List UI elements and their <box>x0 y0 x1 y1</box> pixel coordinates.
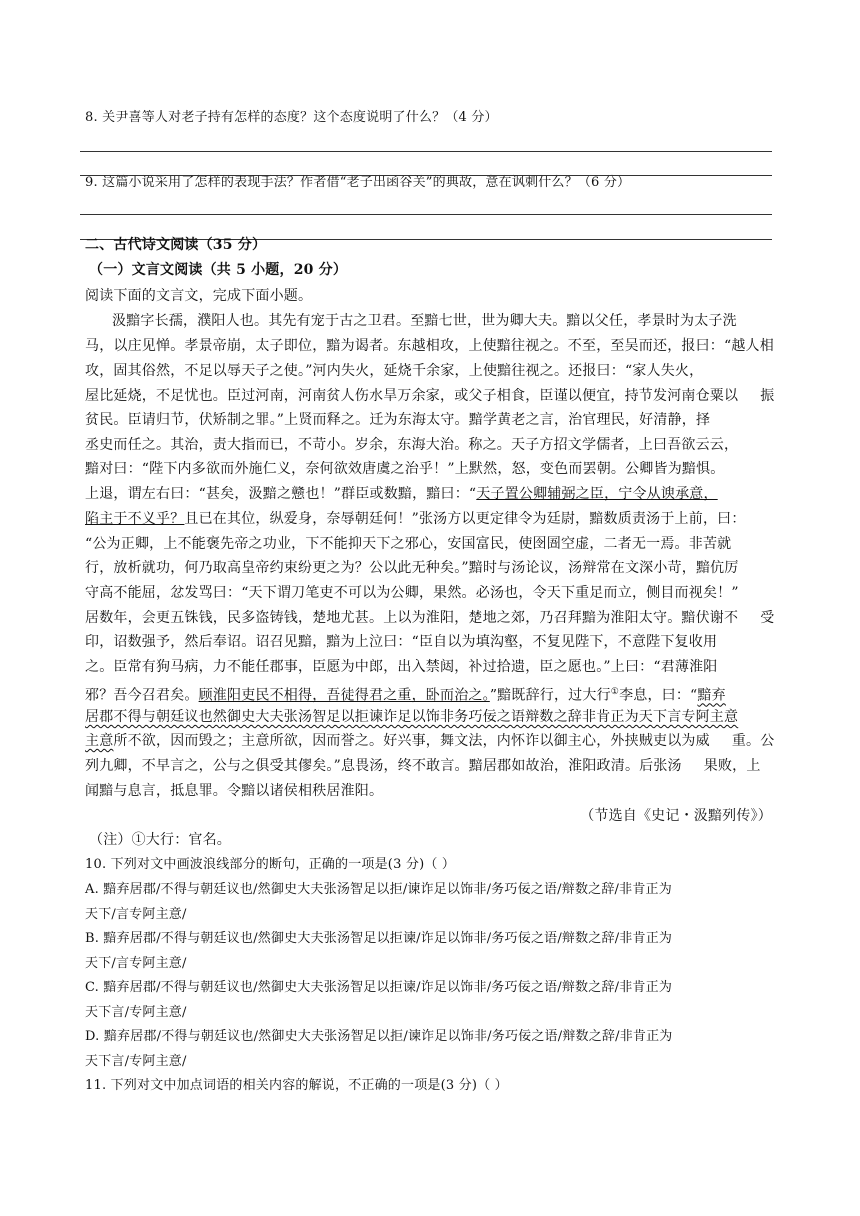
subsection-heading: （一）文言文阅读（共 5 小题，20 分） <box>89 262 348 278</box>
underlined-text: 天子置公卿辅弼之臣，宁令从谀承意， <box>476 486 718 502</box>
option-d[interactable]: D. 黯弃居郡/不得与朝廷议也/然御史大夫张汤智足以拒/谏诈足以饰非/务巧佞之语/辩数之辞/非肯正为 <box>85 1029 673 1044</box>
passage-line: 之。臣常有狗马病，力不能任郡事，臣愿为中郎，出入禁闼，补过拾遗，臣之愿也。”上曰：“君薄淮阳 <box>85 659 718 675</box>
wavy-underlined-line: 居郡不得与朝廷议也然御史大夫张汤智足以拒谏诈足以饰非务巧佞之语辩数之辞非肯正为天下言专阿主意 <box>85 709 739 725</box>
question-8: 8. 关尹喜等人对老子持有怎样的态度？这个态度说明了什么？（4 分） <box>85 110 498 125</box>
option-b[interactable]: B. 黯弃居郡/不得与朝廷议也/然御史大夫张汤智足以拒谏/诈足以饰非/务巧佞之语/辩数之辞/非肯正为 <box>85 931 673 946</box>
passage-line: 印，诏数强予，然后奉诏。诏召见黯，黯为上泣曰：“臣自以为填沟壑，不复见陛下，不意陛下复收用 <box>85 634 718 650</box>
option-c-cont: 天下言/专阿主意/ <box>85 1005 187 1020</box>
wavy-underlined-text: 主意 <box>85 733 114 749</box>
passage-line: 黯对曰：“陛下内多欲而外施仁义，奈何欲效唐虞之治乎！”上默然，怒，变色而罢朝。公卿皆为黯惧。 <box>85 461 725 477</box>
passage-line: 闻黯与息言，抵息罪。令黯以诸侯相秩居淮阳。 <box>85 783 384 799</box>
passage-line: 居数年，会更五铢钱，民多盗铸钱，楚地尤甚。上以为淮阳，楚地之郊，乃召拜黯为淮阳太守。黯伏谢不 受 <box>85 610 775 626</box>
passage-line: 攻，固其俗然，不足以辱天子之使。”河内失火，延烧千余家，上使黯往视之。还报曰：“家人失火， <box>85 363 704 379</box>
answer-line <box>80 214 772 215</box>
question-10: 10. 下列对文中画波浪线部分的断句，正确的一项是(3 分)（ ） <box>85 857 456 872</box>
passage-line: 行，放析就功，何乃取高皇帝约束纷更之为？公以此无种矣。”黯时与汤论议，汤辩常在文深小苛，黯伉厉 <box>85 560 739 576</box>
passage-line: 守高不能屈，忿发骂曰：“天下谓刀笔吏不可以为公卿，果然。必汤也，令天下重足而立，侧目而视矣！” <box>85 585 739 601</box>
option-b-cont: 天下/言专阿主意/ <box>85 956 187 971</box>
source-citation: （节选自《史记・汲黯列传》） <box>580 808 772 824</box>
passage-line: 贫民。臣请归节，伏矫制之罪。”上贤而释之。迁为东海太守。黯学黄老之言，治官理民，好清静，择 <box>85 412 711 428</box>
passage-line: 列九卿，不早言之，公与之俱受其僇矣。”息畏汤，终不敢言。黯居郡如故治，淮阳政清。后张汤 果败，上 <box>85 758 761 774</box>
underlined-text: 陷主于不义乎？ <box>85 511 185 527</box>
passage-line: 马，以庄见惮。孝景帝崩，太子即位，黯为谒者。东越相攻，上使黯往视之。不至，至吴而还，报曰：“越人相 <box>85 338 774 354</box>
option-a-cont: 天下/言专阿主意/ <box>85 907 187 922</box>
question-11: 11. 下列对文中加点词语的相关内容的解说，不正确的一项是(3 分)（ ） <box>85 1078 508 1093</box>
footnote: （注）①大行：官名。 <box>89 832 231 848</box>
section-heading: 二、古代诗文阅读（35 分） <box>85 237 267 253</box>
passage-line: 汲黯字长孺，濮阳人也。其先有宠于古之卫君。至黯七世，世为卿大夫。黯以父任，孝景时为太子洗 <box>112 313 737 329</box>
option-d-cont: 天下言/专阿主意/ <box>85 1054 187 1069</box>
underlined-text: 顾淮阳吏民不相得，吾徒得君之重，卧而治之。 <box>198 687 490 704</box>
option-c[interactable]: C. 黯弃居郡/不得与朝廷议也/然御史大夫张汤智足以拒谏/诈足以饰非/务巧佞之语/辩数之辞/非肯正为 <box>85 980 673 995</box>
passage-line: 主意所不欲，因而毁之；主意所欲，因而誉之。好兴事，舞文法，内怀诈以御主心，外挟贼吏以为威 重。公 <box>85 733 775 749</box>
passage-line: “公为正卿，上不能褒先帝之功业，下不能抑天下之邪心，安国富民，使囹圄空虚，二者无一焉。非苦就 <box>85 536 732 552</box>
answer-line <box>80 151 772 152</box>
instructions: 阅读下面的文言文，完成下面小题。 <box>85 288 313 304</box>
wavy-underlined-text: 黯弃 <box>697 687 726 704</box>
option-a[interactable]: A. 黯弃居郡/不得与朝廷议也/然御史大夫张汤智足以拒/谏诈足以饰非/务巧佞之语/辩数之辞/非肯正为 <box>85 882 672 897</box>
question-9: 9. 这篇小说采用了怎样的表现手法？作者借“老子出函谷关”的典故，意在讽刺什么？（6 分） <box>85 175 631 190</box>
passage-line: 屋比延烧，不足忧也。臣过河南，河南贫人伤水旱万余家，或父子相食，臣谨以便宜，持节发河南仓粟以 振 <box>85 388 775 404</box>
passage-line: 邪？吾今召君矣。顾淮阳吏民不相得，吾徒得君之重，卧而治之。”黯既辞行，过大行①李息，曰：“黯弃 <box>85 687 726 704</box>
passage-line: 陷主于不义乎？且已在其位，纵爱身，奈辱朝廷何！”张汤方以更定律令为廷尉，黯数质责汤于上前，曰： <box>85 511 746 527</box>
passage-line: 上退，谓左右曰：“甚矣，汲黯之戆也！”群臣或数黯，黯曰：“天子置公卿辅弼之臣，宁令从谀承意， <box>85 486 718 502</box>
passage-line: 丞史而任之。其治，责大指而已，不苛小。岁余，东海大治。称之。天子方招文学儒者，上曰吾欲云云， <box>85 437 739 453</box>
answer-line <box>80 175 772 176</box>
